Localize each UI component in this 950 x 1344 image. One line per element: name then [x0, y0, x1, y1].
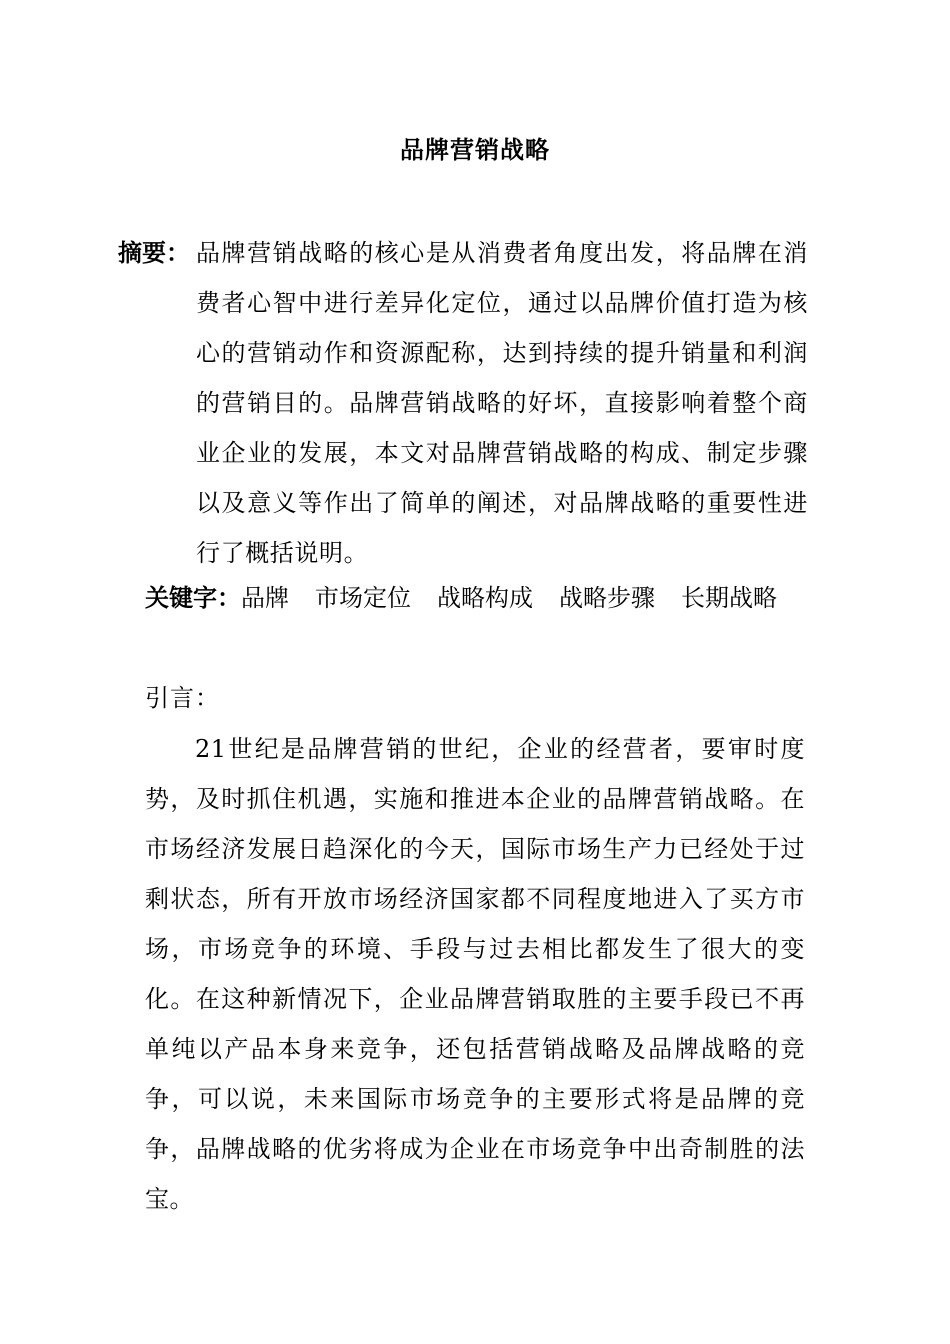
keywords-label: 关键字：: [145, 583, 241, 612]
abstract-label: 摘要：: [118, 238, 190, 267]
keywords-line: [145, 576, 815, 620]
keyword-item: 品牌: [241, 584, 289, 612]
introduction-heading: 引言：: [145, 684, 220, 712]
abstract-text: 品牌营销战略的核心是从消费者角度出发，将品牌在消费者心智中进行差异化定位，通过以品牌价值打造为核心的营销动作和资源配称，达到持续的提升销量和利润的营销目的。品牌营销战略的好坏，直接影响着整个商业企业的发展，本文对品牌营销战略的构成、制定步骤以及意义等作出了简单的阐述，对品牌战略的重要性进行了概括说明。: [196, 239, 808, 567]
keyword-item: 市场定位: [315, 584, 411, 612]
introduction-paragraph: 21世纪是品牌营销的世纪，企业的经营者，要审时度势，及时抓住机遇，实施和推进本企业的品牌营销战略。在市场经济发展日趋深化的今天，国际市场生产力已经处于过剩状态，所有开放市场经济国家都不同程度地进入了买方市场，市场竞争的环境、手段与过去相比都发生了很大的变化。在这种新情况下，企业品牌营销取胜的主要手段已不再单纯以产品本身来竞争，还包括营销战略及品牌战略的竞争，可以说，未来国际市场竞争的主要形式将是品牌的竞争，品牌战略的优劣将成为企业在市场竞争中出奇制胜的法宝。: [145, 735, 805, 1213]
keyword-item: 长期战略: [681, 584, 777, 612]
keyword-item: 战略构成: [437, 584, 533, 612]
page-title: 品牌营销战略: [400, 135, 550, 164]
keyword-item: 战略步骤: [559, 584, 655, 612]
